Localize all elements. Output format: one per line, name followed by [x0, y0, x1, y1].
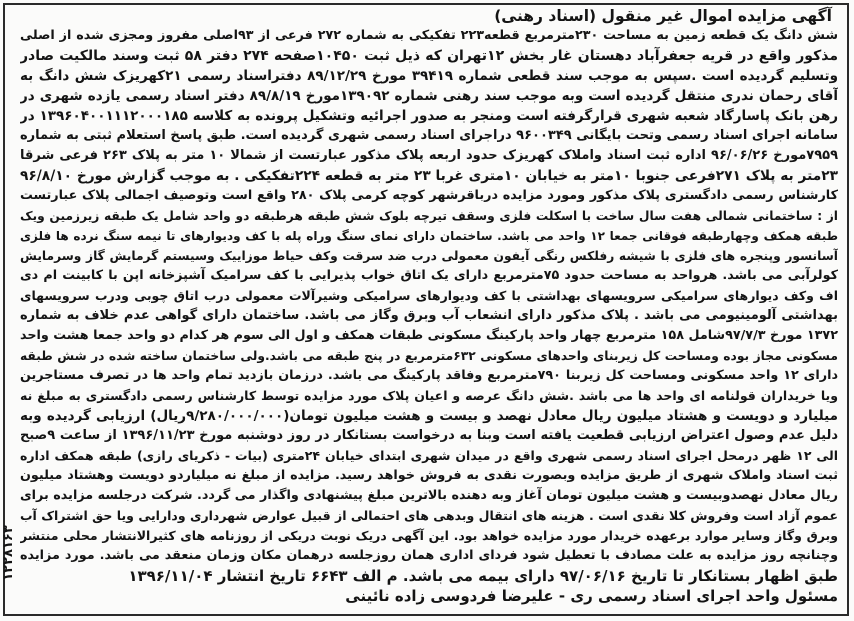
- notice-line: وتسلیم گردیده است .سپس به موجب سند قطعی شماره ۳۹۴۱۹ مورخ ۸۹/۱۲/۲۹ دفتراسناد رسمی ۲۱کهریزک شش دانگ به: [20, 68, 838, 84]
- notice-line: طبقه همکف وچهارطبقه فوقانی جمعا ۱۲ واحد می باشد. ساختمان دارای نمای سنگ وراه پله با کف ودیوارهای تا نیمه سنگ نرده ها فلزی: [20, 229, 838, 243]
- notice-line: ۲۳متر به پلاک ۲۷۱فرعی جنوبا ۱۰متر به خیابان ۱۰متری غربا ۲۳ متر به قطعه ۲۲۴تفکیکی . به موجب گزارش مورخ ۹۶/۸/۱۰: [20, 168, 838, 184]
- notice-line: مسکونی مجاز بوده ومساحت کل زیربنای واحدهای مسکونی ۶۳۲مترمربع در پنج طبقه می باشد.ولی ساختمان ساخته شده در شش طبقه: [20, 349, 838, 363]
- notice-line: ۱۳۷۲ مورخ ۹۷/۷/۳شامل ۱۵۸ مترمربع چهار واحد پارکینگ مسکونی طبقات همکف و اول الی سوم هر کدام دو واحد جمعا هشت واحد: [20, 328, 838, 343]
- notice-line: ثبت اسناد واملاک شهری از طریق مزایده وبصورت نقدی به فروش خواهد رسید. مزایده از مبلغ نه میلیاردو دویست وهشتاد میلیون: [20, 468, 838, 483]
- notice-line: از : ساختمانی شمالی هفت سال ساخت با اسکلت فلزی وسقف تیرچه بلوک شش طبقه هرطبقه دو واحد شامل یک طبقه زیرزمین ویک: [20, 209, 838, 223]
- notice-line: الی ۱۲ ظهر درمحل اجرای اسناد رسمی شهری واقع در میدان شهری ابتدای خیابان ۲۴متری (بیات - ذکریای رازی) طبقه همکف اداره: [20, 448, 838, 463]
- notice-line: شش دانگ یک قطعه زمین به مساحت ۲۳۰مترمربع قطعه۲۲۳ تفکیکی به شماره ۲۷۲ فرعی از ۹۳اصلی مفروز ومجزی شده از اصلی: [20, 28, 838, 43]
- notice-line: ریال معادل نهصدوبیست و هشت میلیون تومان آغاز وبه دهنده بالاترین مبلغ پیشنهادی واگذار می گردد. شرکت درجلسه مزایده برای: [20, 488, 838, 503]
- notice-closing-line: طبق اظهار بستانکار تا تاریخ ۹۷/۰۶/۱۶ دارای بیمه می باشد. م الف ۶۶۴۳ تاریخ انتشار ۱۳۹۶/۱۱/۰۴: [128, 567, 838, 585]
- notice-line: عموم آزاد است وفروش کلا نقدی است . هزینه های انتقال وبدهی های احتمالی از قبیل عوارض شهرداری ودارایی ویا حق اشتراک آب: [20, 508, 838, 523]
- notice-line: دلیل عدم وصول اعتراض ارزیابی قطعیت یافته است وبنا به درخواست بستانکار در روز دوشنبه مورخ ۱۳۹۶/۱۱/۲۳ از ساعت ۹صبح: [20, 428, 838, 443]
- notice-line: میلیارد و دویست و هشتاد میلیون ریال معادل نهصد و بیست و هشت میلیون تومان(۹/۲۸۰/۰۰۰/۰۰۰ریال) ارزیابی گردیده وبه: [20, 408, 838, 424]
- notice-line: کولرآبی می باشد. هرواحد به مساحت حدود ۷۵مترمربع دارای یک اتاق خواب پذیرایی با کف سرامیک آشپزخانه اپن با کابینت ام دی: [20, 268, 838, 283]
- notice-body: [20, 6, 838, 606]
- notice-signature: مسئول واحد اجرای اسناد رسمی ری - علیرضا فردوسی زاده نائینی: [345, 587, 838, 605]
- notice-line: سامانه اجرای اسناد رسمی وتحت بایگانی ۹۶۰۰۳۴۹ دراجرای اسناد رسمی شهری گردیده است. طبق پاسخ استعلام ثبتی به شماره: [20, 128, 838, 143]
- notice-line: کارشناس رسمی دادگستری پلاک مذکور ومورد مزایده درباقرشهر کوچه کرمی پلاک ۲۸۰ واقع است وتوصیف اجمالی پلاک عبارتست: [20, 188, 838, 203]
- notice-line: مذکور واقع در قریه جعفرآباد دهستان غار بخش ۱۲تهران که ذیل ثبت ۱۰۴۵۰صفحه ۲۷۴ دفتر ۵۸ ثبت وسند مالکیت صادر: [20, 48, 838, 64]
- notice-title: آگهی مزایده اموال غیر منقول (اسناد رهنی): [494, 7, 832, 25]
- notice-line: وچنانچه روز مزایده به علت مصادف با تعطیل شود فردای اداری همان روزجلسه درهمان مکان وزمان منعقد می باشد. مورد مزایده: [20, 548, 838, 563]
- notice-line: آقای رحمان ندری منتقل گردیده است وبه موجب سند رهنی شماره ۱۳۹۰۹۲مورخ ۸۹/۸/۱۹ دفتر اسناد رسمی یازده شهری در: [20, 88, 838, 104]
- notice-line: بهداشتی آلومینیومی می باشد . پلاک مذکور دارای انشعاب آب وبرق وگاز می باشد. ساختمان دارای گواهی عدم خلاف به شماره: [20, 308, 838, 323]
- notice-line: آسانسور وپنجره های فلزی با شیشه رفلکس رنگی آیفون معمولی درب ضد سرقت وکف حیاط موزاییک وسیستم گرمایش گاز وسرمایش: [20, 249, 838, 263]
- notice-line: دارای ۱۲ واحد مسکونی ومساحت کل زیربنا ۷۹۰مترمربع وفاقد پارکینگ می باشد. درزمان بازدید تمام واحد ها در تصرف مستاجرین: [20, 368, 838, 383]
- notice-line: وبرق وگاز وسایر موارد برعهده خریدار مورد مزایده خواهد بود. این آگهی دریک نوبت دریکی از روزنامه های کثیرالانتشار محلی منتشر: [20, 528, 838, 543]
- ad-code-number: ۱۲۲۸۱۶۳: [1, 525, 16, 581]
- notice-line: اف وکف دیوارهای سرامیکی سرویسهای بهداشتی با کف ودیوارهای سرامیکی وشیرآلات معمولی درب اتاق چوبی ودرب سرویسهای: [20, 288, 838, 303]
- notice-line: ۷۹۵۹مورخ ۹۶/۰۶/۲۶ اداره ثبت اسناد واملاک کهریزک حدود اربعه پلاک مذکور عبارتست از شمالا ۱۰ متر به پلاک ۲۶۳ فرعی شرقا: [20, 148, 838, 163]
- notice-line: رهن بانک پاسارگاد شعبه شهری قرارگرفته است ومنجر به صدور اجرائیه وتشکیل پرونده به کلاسه ۱۳۹۶۰۴۰۰۱۱۱۲۰۰۰۱۸۵ در: [20, 108, 838, 124]
- notice-line: ویا خریداران قولنامه ای واحد ها می باشد .شش دانگ عرصه و اعیان پلاک مورد مزایده توسط کارشناس رسمی دادگستری به مبلغ نه: [20, 388, 838, 403]
